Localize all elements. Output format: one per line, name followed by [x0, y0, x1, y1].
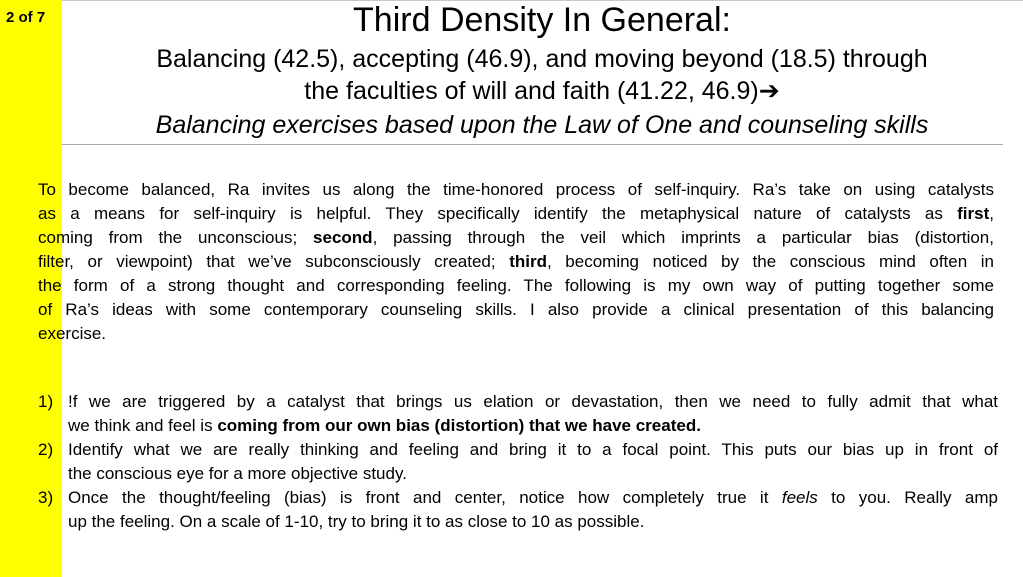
paragraph-line: of Ra’s ideas with some contemporary counseling skills. I also provide a clinical presentation of this balancing [38, 300, 994, 319]
paragraph-text: , passing through the veil which imprints a particular bias (distortion, [372, 228, 994, 247]
list-number: 3) [38, 488, 54, 507]
list-text: we think and feel is [68, 416, 218, 435]
list-item [38, 438, 998, 486]
paragraph-line: To become balanced, Ra invites us along the time-honored process of self-inquiry. Ra’s take on using catalysts [38, 180, 994, 199]
paragraph-line: the form of a strong thought and corresponding feeling. The following is my own way of putting together some [38, 276, 994, 295]
emphasis-first: first [957, 204, 990, 223]
paragraph-text: as a means for self-inquiry is helpful. They specifically identify the metaphysical nature of catalysts as [38, 204, 958, 223]
emphasis-third: third [509, 252, 547, 271]
emphasis-bias: coming from our own bias (distortion) that we have created. [217, 416, 701, 435]
emphasis-second: second [313, 228, 373, 247]
paragraph-line: exercise. [38, 324, 107, 343]
slide-title: Third Density In General: [353, 1, 731, 39]
paragraph-text: filter, or viewpoint) that we’ve subconsciously created; [38, 252, 510, 271]
subtitle-line-1: Balancing (42.5), accepting (46.9), and moving beyond (18.5) through [156, 45, 928, 73]
list-line: !f we are triggered by a catalyst that brings us elation or devastation, then we need to fully admit that what [68, 392, 998, 411]
list-line: Identify what we are really thinking and feeling and bring it to a focal point. This puts our bias up in front of [68, 440, 998, 459]
subtitle-line-2: the faculties of will and faith (41.22, 46.9)➔ [304, 77, 780, 105]
slide-counter: 2 of 7 [6, 9, 46, 26]
paragraph-line [38, 226, 994, 250]
list-number: 2) [38, 440, 54, 459]
paragraph-line [38, 250, 994, 274]
list-line [68, 414, 998, 438]
paragraph-text: coming from the unconscious; [38, 228, 314, 247]
list-line: up the feeling. On a scale of 1-10, try to bring it to as close to 10 as possible. [68, 512, 645, 531]
subtitle-line-3: Balancing exercises based upon the Law of One and counseling skills [155, 111, 929, 139]
list-text: Once the thought/feeling (bias) is front and center, notice how completely true it [68, 488, 782, 507]
paragraph-text: , [989, 204, 994, 223]
list-text: to you. Really amp [817, 488, 998, 507]
list-item [38, 390, 998, 438]
list-line: the conscious eye for a more objective study. [68, 464, 407, 483]
header-divider [62, 144, 1003, 145]
list-number: 1) [38, 392, 54, 411]
paragraph-text: , becoming noticed by the conscious mind often in [546, 252, 995, 271]
intro-paragraph [38, 178, 994, 346]
steps-list [38, 390, 998, 534]
list-item [38, 486, 998, 534]
emphasis-feels: feels [781, 488, 818, 507]
paragraph-line [38, 202, 994, 226]
list-line [68, 486, 998, 510]
